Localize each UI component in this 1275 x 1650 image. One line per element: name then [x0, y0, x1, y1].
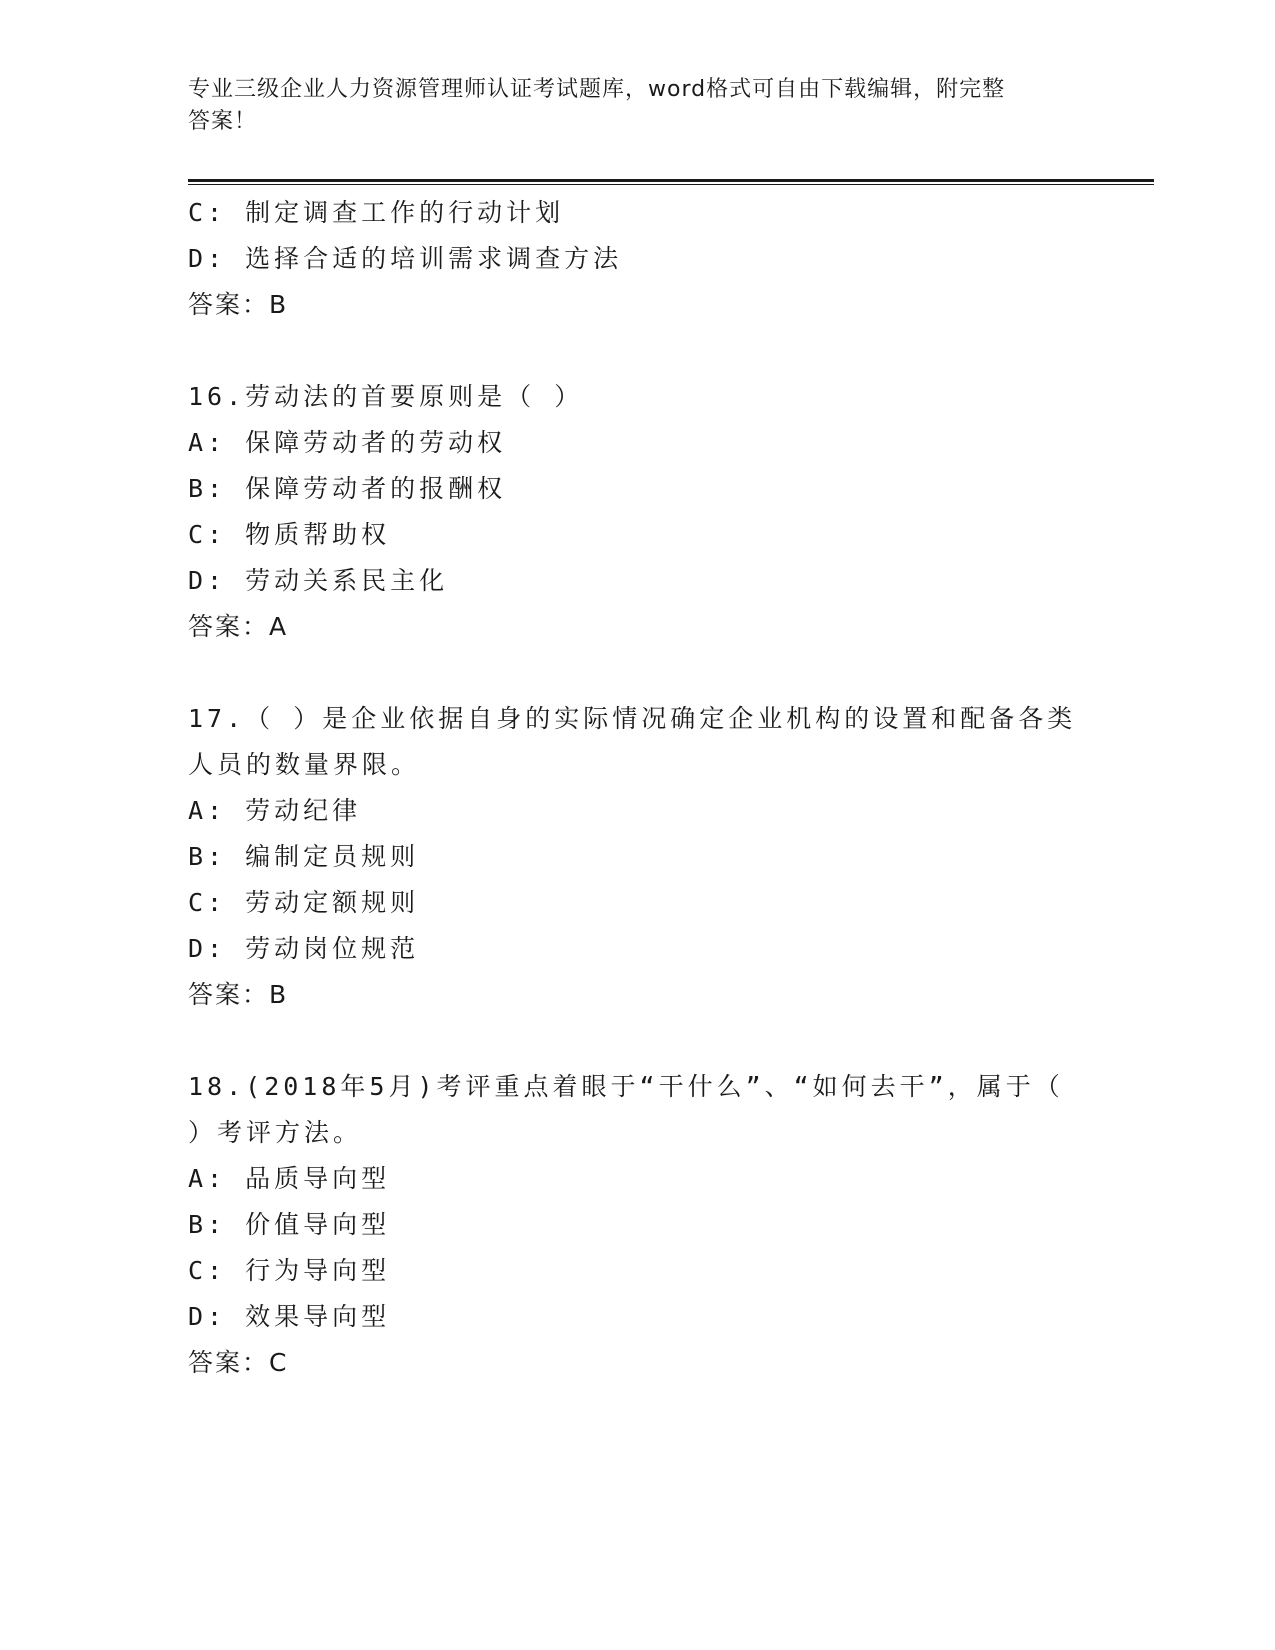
- question-17: [188, 696, 1088, 1018]
- option-d: D: 劳动关系民主化: [188, 566, 449, 595]
- option-c: C: 制定调查工作的行动计划: [188, 198, 565, 227]
- answer-line: 答案：B: [188, 290, 289, 319]
- question-stem-line-2: ）考评方法。: [188, 1118, 363, 1147]
- header-rule-thin: [188, 184, 1154, 185]
- question-stem-line-2: 人员的数量界限。: [188, 750, 421, 779]
- header-line-2: 答案！: [188, 109, 258, 134]
- option-b: B: 保障劳动者的报酬权: [188, 474, 507, 503]
- option-b: B: 编制定员规则: [188, 842, 420, 871]
- option-a: A: 保障劳动者的劳动权: [188, 428, 507, 457]
- option-a: A: 品质导向型: [188, 1164, 391, 1193]
- option-d: D: 选择合适的培训需求调查方法: [188, 244, 623, 273]
- question-16: [188, 374, 1088, 650]
- question-stem-line-1: 18.(2018年5月)考评重点着眼于“干什么”、“如何去干”，属于（: [188, 1072, 1064, 1101]
- answer-line: 答案：C: [188, 1348, 289, 1377]
- spacer: [188, 650, 1088, 696]
- answer-line: 答案：B: [188, 980, 289, 1009]
- option-a: A: 劳动纪律: [188, 796, 362, 825]
- question-stem: 16.劳动法的首要原则是（ ）: [188, 382, 584, 411]
- spacer: [188, 1018, 1088, 1064]
- option-c: C: 行为导向型: [188, 1256, 391, 1285]
- option-d: D: 效果导向型: [188, 1302, 391, 1331]
- question-15: [188, 190, 1088, 328]
- option-b: B: 价值导向型: [188, 1210, 391, 1239]
- option-c: C: 劳动定额规则: [188, 888, 420, 917]
- header-line-1: 专业三级企业人力资源管理师认证考试题库，word格式可自由下载编辑，附完整: [188, 77, 1006, 102]
- header-rule-thick: [188, 179, 1154, 182]
- spacer: [188, 328, 1088, 374]
- question-list: [188, 190, 1088, 1386]
- answer-line: 答案：A: [188, 612, 289, 641]
- option-c: C: 物质帮助权: [188, 520, 391, 549]
- question-stem-line-1: 17.（ ）是企业依据自身的实际情况确定企业机构的设置和配备各类: [188, 704, 1077, 733]
- document-header: [188, 74, 1068, 138]
- option-d: D: 劳动岗位规范: [188, 934, 420, 963]
- question-18: [188, 1064, 1088, 1386]
